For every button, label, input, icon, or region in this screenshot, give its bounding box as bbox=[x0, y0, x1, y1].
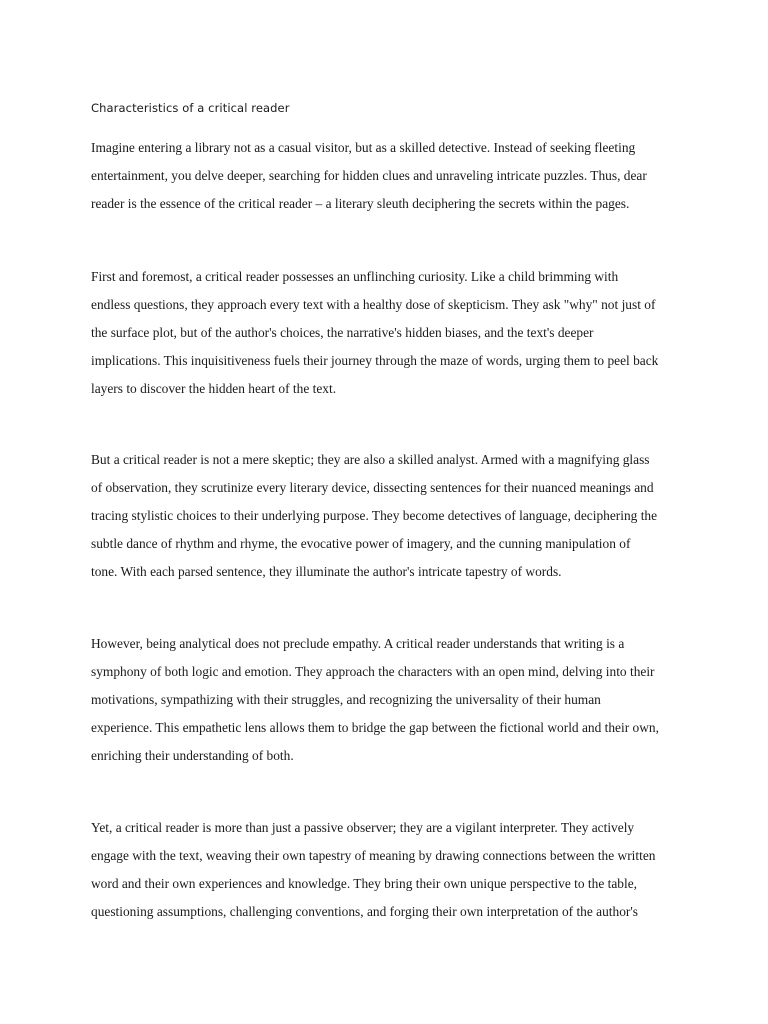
paragraph-line: endless questions, they approach every text with a healthy dose of skepticism. They ask "why" not just of bbox=[91, 297, 656, 312]
paragraph-line: of observation, they scrutinize every literary device, dissecting sentences for their nuanced meanings and bbox=[91, 480, 654, 495]
paragraph-line: However, being analytical does not preclude empathy. A critical reader understands that writing is a bbox=[91, 636, 625, 651]
paragraph-line: tracing stylistic choices to their underlying purpose. They become detectives of language, deciphering the bbox=[91, 508, 658, 523]
paragraph-line: the surface plot, but of the author's choices, the narrative's hidden biases, and the text's deeper bbox=[91, 325, 594, 340]
paragraph-line: word and their own experiences and knowledge. They bring their own unique perspective to the table, bbox=[91, 876, 637, 891]
paragraph-4 bbox=[91, 630, 691, 770]
paragraph-line: First and foremost, a critical reader possesses an unflinching curiosity. Like a child brimming with bbox=[91, 269, 619, 284]
paragraph-2 bbox=[91, 263, 691, 403]
paragraph-line: Yet, a critical reader is more than just a passive observer; they are a vigilant interpreter. They actively bbox=[91, 820, 635, 835]
paragraph-1 bbox=[91, 134, 691, 218]
paragraph-line: entertainment, you delve deeper, searching for hidden clues and unraveling intricate puzzles. Thus, dear bbox=[91, 168, 647, 183]
paragraph-line: But a critical reader is not a mere skeptic; they are also a skilled analyst. Armed with a magnifying glass bbox=[91, 452, 650, 467]
paragraph-line: reader is the essence of the critical reader – a literary sleuth deciphering the secrets within the pages. bbox=[91, 196, 630, 211]
paragraph-5 bbox=[91, 814, 691, 926]
paragraph-line: engage with the text, weaving their own tapestry of meaning by drawing connections between the written bbox=[91, 848, 656, 863]
paragraph-line: implications. This inquisitiveness fuels their journey through the maze of words, urging them to peel back bbox=[91, 353, 659, 368]
paragraph-3 bbox=[91, 446, 691, 586]
paragraph-line: questioning assumptions, challenging conventions, and forging their own interpretation of the author's bbox=[91, 904, 638, 919]
document-title: Characteristics of a critical reader bbox=[91, 101, 290, 115]
paragraph-line: tone. With each parsed sentence, they illuminate the author's intricate tapestry of words. bbox=[91, 564, 562, 579]
paragraph-line: enriching their understanding of both. bbox=[91, 748, 294, 763]
paragraph-line: Imagine entering a library not as a casual visitor, but as a skilled detective. Instead of seeking fleeting bbox=[91, 140, 636, 155]
paragraph-line: experience. This empathetic lens allows them to bridge the gap between the fictional world and their own, bbox=[91, 720, 659, 735]
paragraph-line: subtle dance of rhythm and rhyme, the evocative power of imagery, and the cunning manipulation of bbox=[91, 536, 631, 551]
paragraph-line: layers to discover the hidden heart of the text. bbox=[91, 381, 337, 396]
paragraph-line: motivations, sympathizing with their struggles, and recognizing the universality of their human bbox=[91, 692, 601, 707]
paragraph-line: symphony of both logic and emotion. They approach the characters with an open mind, delving into their bbox=[91, 664, 655, 679]
